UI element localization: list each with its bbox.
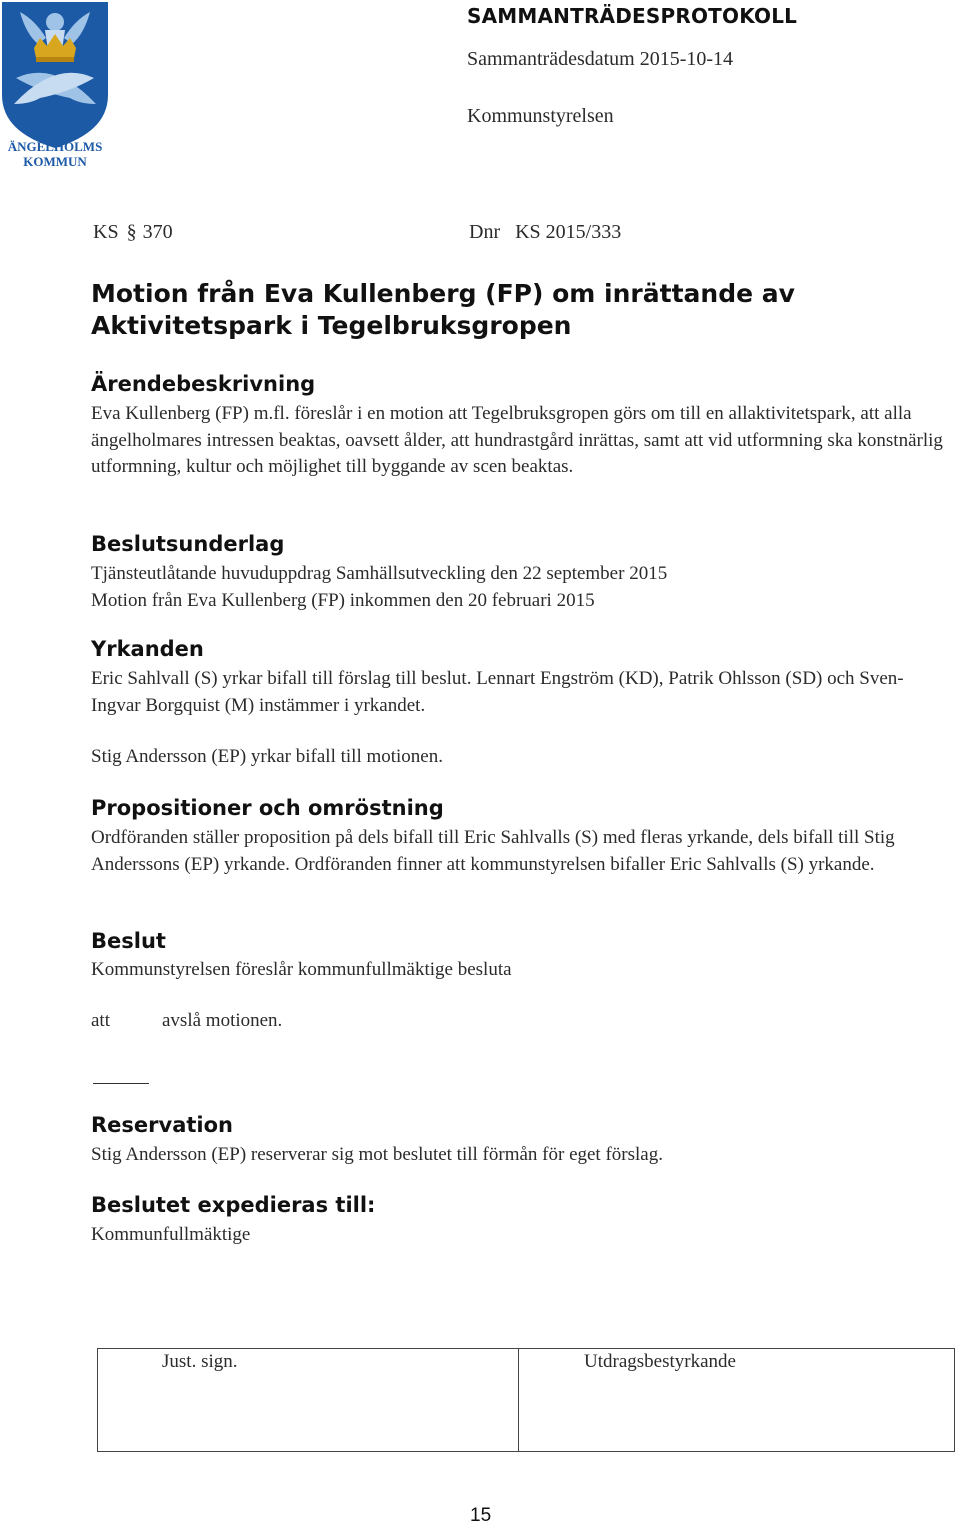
section-text-reservation: Stig Andersson (EP) reserverar sig mot beslutet till förmån för eget förslag. <box>91 1144 663 1165</box>
section-text-arende: Eva Kullenberg (FP) m.fl. föreslår i en motion att Tegelbruksgropen görs om till en allaktivitetspark, att alla ängelholmares intressen beaktas, oavsett ålder, att hundrastgård inrättas, samt att vid utformning ska konstnärlig utformning, kultur och möjlighet till byggande av scen beaktas. <box>91 403 943 477</box>
committee-name: Kommunstyrelsen <box>467 105 614 127</box>
separator-line <box>93 1083 149 1084</box>
list-item: Motion från Eva Kullenberg (FP) inkommen den 20 februari 2015 <box>91 589 595 611</box>
section-text-propositioner: Ordföranden ställer proposition på dels bifall till Eric Sahlvalls (S) med fleras yrkande, dels bifall till Stig Anderssons (EP) yrkande. Ordföranden finner att kommunstyrelsen bifaller Eric Sahlvalls (S) yrkande. <box>91 827 895 875</box>
signature-box <box>97 1348 955 1452</box>
page-title: Motion från Eva Kullenberg (FP) om inrättande av Aktivitetspark i Tegelbruksgropen <box>91 279 795 340</box>
paragraph-symbol: § <box>126 221 137 243</box>
section-heading-reservation: Reservation <box>91 1113 233 1137</box>
section-text-yrkanden-2: Stig Andersson (EP) yrkar bifall till motionen. <box>91 746 443 767</box>
section-text-yrkanden: Eric Sahlvall (S) yrkar bifall till förslag till beslut. Lennart Engström (KD), Patrik Ohlsson (SD) och Sven-Ingvar Borgquist (M) instämmer i yrkandet. <box>91 668 904 716</box>
signature-divider <box>518 1349 519 1451</box>
decision-text: avslå motionen. <box>162 1010 283 1031</box>
section-text-expedieras: Kommunfullmäktige <box>91 1224 251 1245</box>
section-heading-expedieras: Beslutet expedieras till: <box>91 1193 376 1217</box>
logo-text-line2: KOMMUN <box>23 154 87 169</box>
case-number <box>93 221 173 244</box>
section-heading-beslutsunderlag: Beslutsunderlag <box>91 532 285 556</box>
just-sign-label: Just. sign. <box>162 1351 238 1372</box>
document-type: SAMMANTRÄDESPROTOKOLL <box>467 4 798 28</box>
page-number: 15 <box>470 1505 492 1526</box>
diary-number: Dnr KS 2015/333 <box>469 221 622 243</box>
logo-text-line1: ÄNGELHOLMS <box>7 139 103 154</box>
section-heading-arende: Ärendebeskrivning <box>91 372 316 396</box>
section-list-beslutsunderlag <box>91 561 951 614</box>
section-heading-propositioner: Propositioner och omröstning <box>91 796 444 820</box>
list-item: Tjänsteutlåtande huvuduppdrag Samhällsutveckling den 22 september 2015 <box>91 563 668 584</box>
meeting-date: Sammanträdesdatum 2015-10-14 <box>467 48 734 70</box>
section-heading-beslut: Beslut <box>91 929 166 953</box>
att-keyword: att <box>91 1010 110 1031</box>
kommun-logo <box>0 0 112 172</box>
ks-prefix: KS <box>93 221 119 243</box>
utdragsbestyrkande-label: Utdragsbestyrkande <box>584 1351 736 1372</box>
case-number-value: 370 <box>142 221 173 243</box>
section-text-beslut: Kommunstyrelsen föreslår kommunfullmäktige besluta <box>91 959 512 980</box>
section-heading-yrkanden: Yrkanden <box>91 637 204 661</box>
